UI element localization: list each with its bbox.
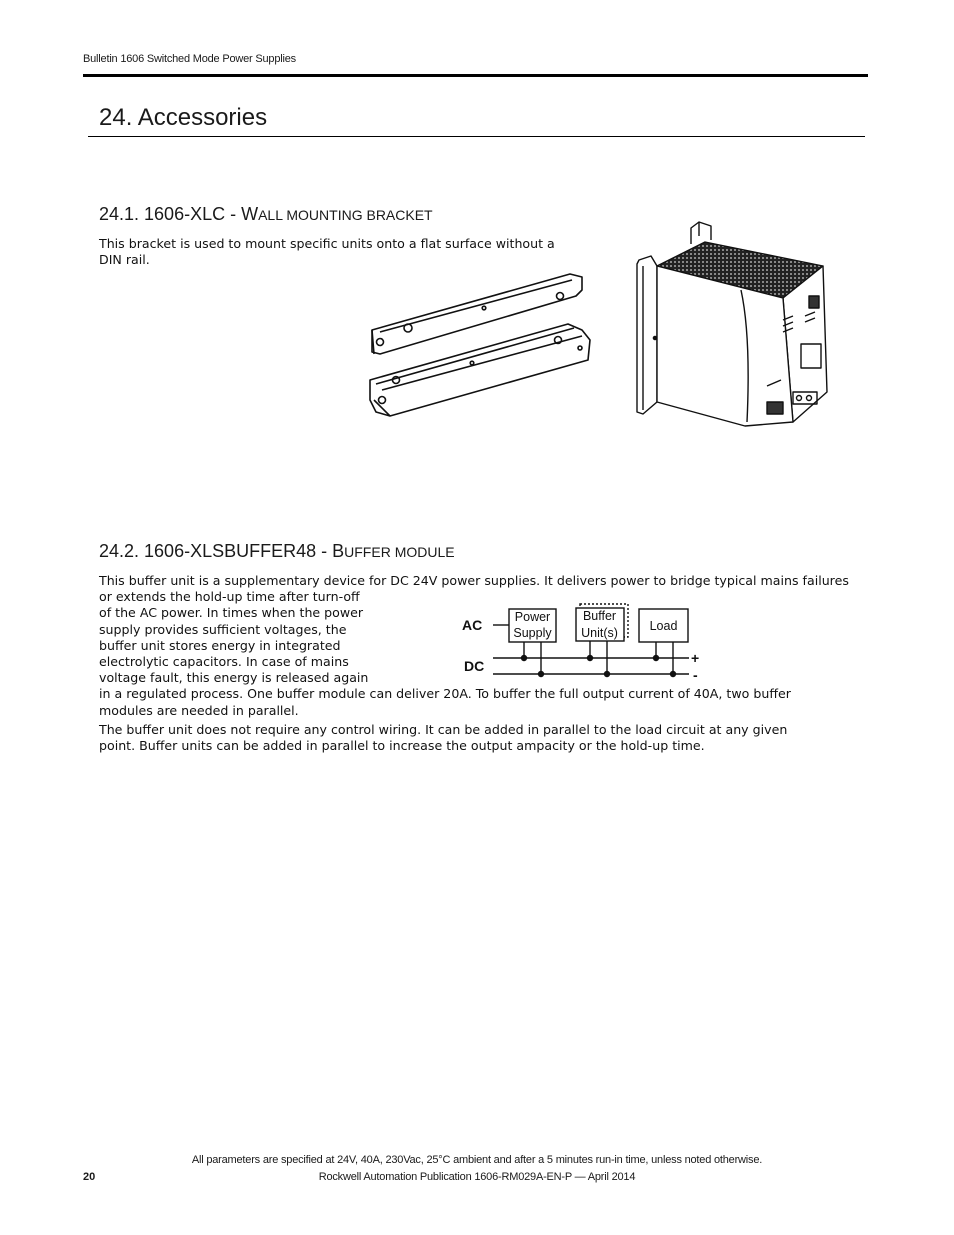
buffer-paragraph-2 — [99, 722, 859, 754]
paragraph-line: buffer unit stores energy in integrated — [99, 637, 341, 653]
junction-dot — [604, 671, 610, 677]
subsection-title-cap: B — [332, 541, 345, 561]
footer-publication: Rockwell Automation Publication 1606-RM029A-EN-P — April 2014 — [318, 1171, 636, 1183]
section-rule — [88, 136, 865, 137]
ac-label: AC — [462, 617, 483, 633]
power-supply-illustration — [633, 216, 833, 430]
running-header: Bulletin 1606 Switched Mode Power Supplies — [83, 53, 296, 65]
paragraph-line: voltage fault, this energy is released again — [99, 670, 369, 686]
power-supply-label-line2: Supply — [513, 626, 552, 640]
subsection-title-wall-bracket — [99, 204, 433, 225]
page-number: 20 — [83, 1171, 96, 1183]
junction-dot — [653, 655, 659, 661]
power-supply-label-line1: Power — [514, 610, 551, 624]
header-rule — [83, 74, 868, 77]
plus-label: + — [691, 650, 700, 666]
junction-dot — [670, 671, 676, 677]
footer-note: All parameters are specified at 24V, 40A, 230Vac, 25°C ambient and after a 5 minutes run-in time, unless noted otherwise. — [191, 1154, 763, 1166]
buffer-wiring-diagram — [455, 598, 715, 688]
paragraph-line: DIN rail. — [99, 252, 150, 268]
junction-dot — [587, 655, 593, 661]
paragraph-line: or extends the hold-up time after turn-off — [99, 589, 360, 605]
junction-dot — [538, 671, 544, 677]
subsection-title-cap: W — [241, 204, 259, 224]
subsection-title-rest: UFFER MODULE — [344, 544, 455, 560]
subsection-number: 24.2. 1606-XLSBUFFER48 - — [99, 541, 333, 561]
buffer-label-line2: Unit(s) — [581, 626, 618, 640]
paragraph-line: in a regulated process. One buffer module can deliver 20A. To buffer the full output current of 40A, two buffer — [99, 686, 791, 702]
paragraph-line: electrolytic capacitors. In case of mains — [99, 654, 349, 670]
paragraph-line: point. Buffer units can be added in parallel to increase the output ampacity or the hold-up time. — [99, 738, 705, 754]
section-title: 24. Accessories — [99, 104, 268, 131]
paragraph-line: The buffer unit does not require any control wiring. It can be added in parallel to the load circuit at any given — [99, 722, 788, 737]
bracket-illustration — [360, 260, 600, 425]
paragraph-line: of the AC power. In times when the power — [99, 605, 364, 621]
buffer-label-line1: Buffer — [582, 609, 617, 623]
subsection-title-buffer-module — [99, 541, 455, 562]
minus-label: - — [693, 667, 698, 683]
paragraph-line: modules are needed in parallel. — [99, 702, 299, 718]
subsection-number: 24.1. 1606-XLC - — [99, 204, 242, 224]
dc-label: DC — [464, 658, 485, 674]
paragraph-line: supply provides sufficient voltages, the — [99, 621, 347, 637]
paragraph-line: This bracket is used to mount specific units onto a flat surface without a — [99, 236, 555, 251]
junction-dot — [521, 655, 527, 661]
subsection-title-rest: ALL MOUNTING BRACKET — [258, 207, 433, 223]
paragraph-line: This buffer unit is a supplementary device for DC 24V power supplies. It delivers power to bridge typical mains failures — [99, 573, 849, 588]
load-label: Load — [649, 619, 678, 633]
